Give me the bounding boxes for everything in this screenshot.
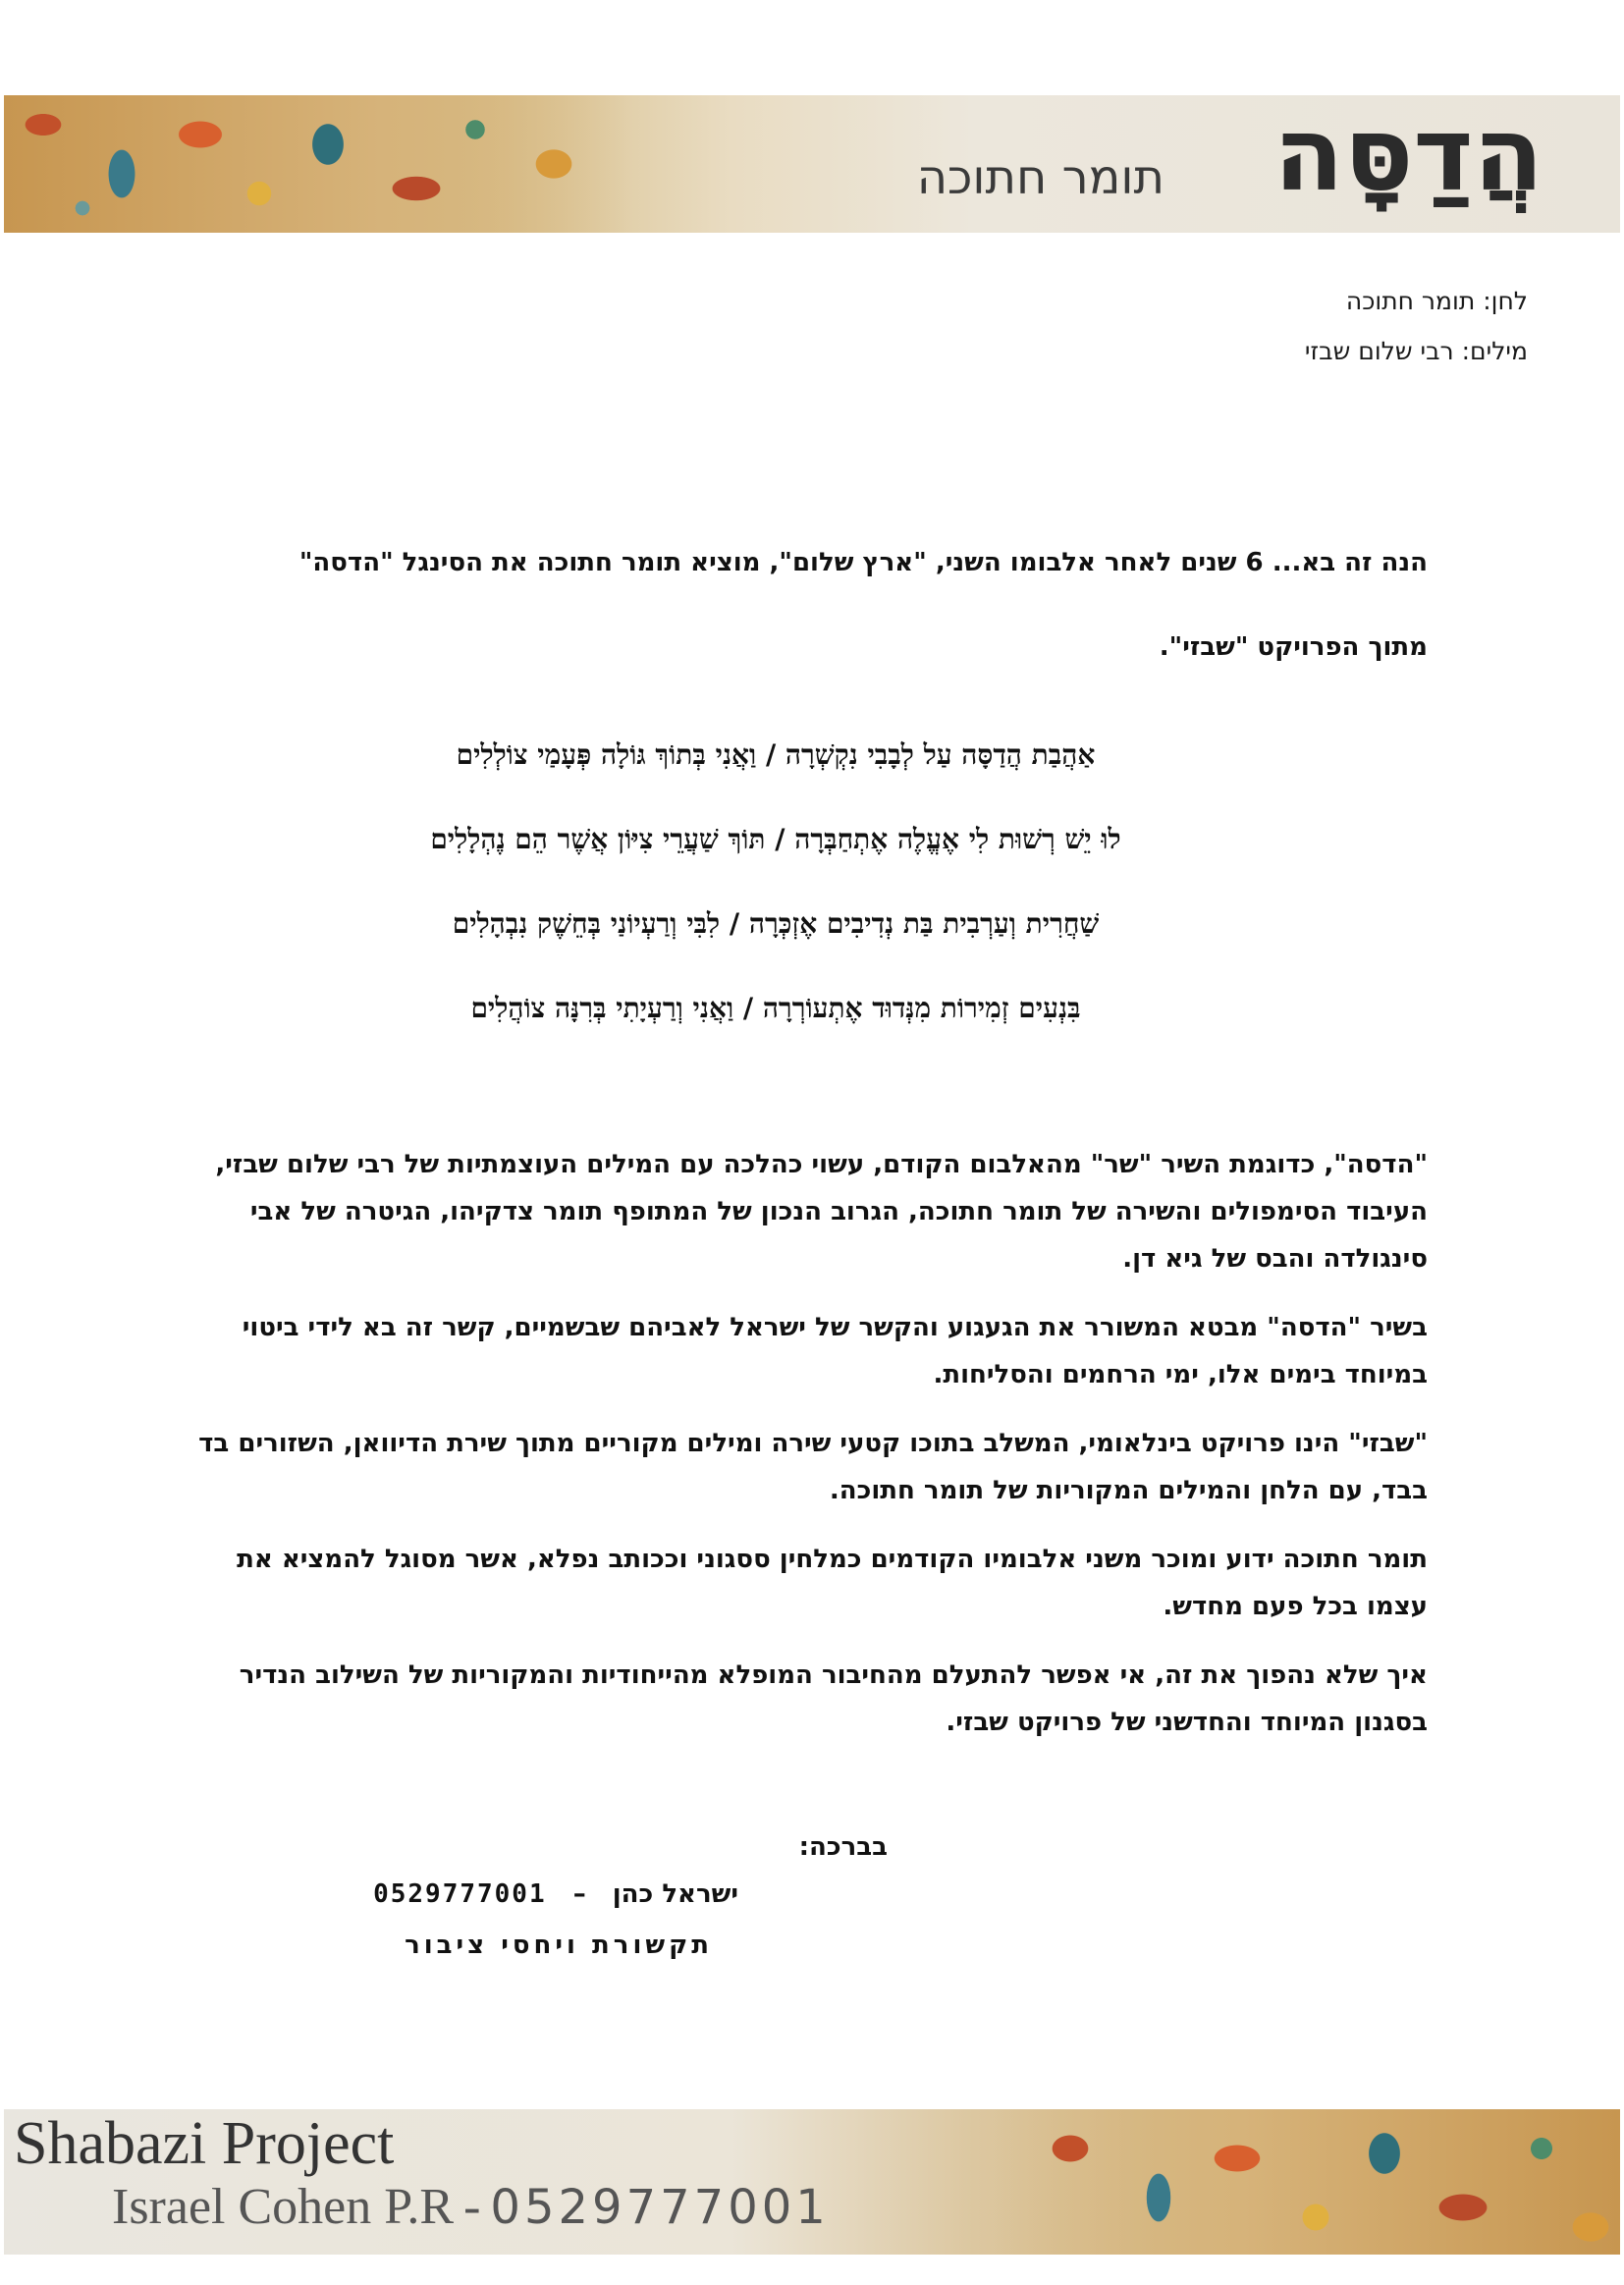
- lyric-line: אַהֲבַת הֲדַסָּה עַל לְבָבִי נִקְשְׁרָה / וַאֲנִי בְּתוֹךְ גּוֹלָה פְּעָמַי צוֹלְלִים: [456, 738, 1096, 771]
- greeting: בברכה:: [798, 1832, 888, 1862]
- credits: [1305, 287, 1528, 387]
- footer-contact: [112, 2178, 830, 2236]
- footer-contact-name: Israel Cohen P.R: [112, 2179, 455, 2235]
- lyric-line: בִּנְעִים זְמִירוֹת מִנְּדוּד אֶתְעוֹרְרָה / וַאֲנִי וְרַעְיָתִי בְּרִנָּה צוֹהֲלִים: [470, 992, 1081, 1024]
- lyrics-credit: מילים: רבי שלום שבזי: [1304, 337, 1528, 365]
- press-release-body: [190, 1141, 1428, 1768]
- signature-block: [373, 1832, 888, 1982]
- footer-phone: 0529777001: [490, 2180, 830, 2235]
- contact-phone: 0529777001: [373, 1879, 547, 1909]
- intro-text: [190, 520, 1428, 689]
- ornament-pattern-image: [992, 2109, 1620, 2255]
- intro-line: מתוך הפרויקט "שבזי".: [1159, 632, 1428, 662]
- paragraph: בשיר "הדסה" מבטא המשורר את הגעגוע והקשר של ישראל לאביהם שבשמיים, קשר זה בא לידי ביטוי במיוחד בימים אלו, ימי הרחמים והסליחות.: [242, 1313, 1428, 1389]
- separator-dash: –: [572, 1879, 586, 1909]
- paragraph: איך שלא נהפוך את זה, אי אפשר להתעלם מהחיבור המופלא מהייחודיות והמקוריות של השילוב הנדיר בסגנון המיוחד והחדשני של פרויקט שבזי.: [239, 1660, 1428, 1737]
- song-title: הֲדַסָּה: [1273, 95, 1543, 214]
- footer-banner: [4, 2109, 1620, 2255]
- lyrics-block: [324, 738, 1227, 1076]
- artist-name: תומר חתוכה: [916, 150, 1164, 205]
- project-name: Shabazi Project: [14, 2110, 395, 2177]
- paragraph: "שבזי" הינו פרויקט בינלאומי, המשלב בתוכו קטעי שירה ומילים מקוריים מתוך שירת הדיוואן, השזורים בד בבד, עם הלחן והמילים המקוריות של תומר חתוכה.: [198, 1429, 1428, 1505]
- lyric-line: שַׁחֲרִית וְעַרְבִית בַּת נְדִיבִים אֶזְכְּרָה / לִבִּי וְרַעְיוֹנַי בְּחֵשֶׁק נִבְהָלִים: [452, 907, 1100, 940]
- music-credit: לחן: תומר חתוכה: [1345, 287, 1528, 315]
- separator-dash: -: [463, 2179, 481, 2235]
- header-banner: [4, 95, 1620, 233]
- contact-role: תקשורת ויחסי ציבור: [405, 1931, 713, 1960]
- contact-line: [373, 1879, 738, 1909]
- lyric-line: לוּ יֵשׁ רְשׁוּת לִי אֶעֱלֶה אֶתְחַבְּרָה / תּוֹךְ שַׁעֲרֵי צִיּוֹן אֲשֶׁר הֵם נֶהְלָלִים: [430, 823, 1121, 855]
- contact-name: ישראל כהן: [612, 1879, 738, 1909]
- paragraph: "הדסה", כדוגמת השיר "שר" מהאלבום הקודם, עשוי כהלכה עם המילים העוצמתיות של רבי שלום שבזי, העיבוד הסימפולים והשירה של תומר חתוכה, הגרוב הנכון של המתופף תומר צדקיהו, הגיטרה של אבי סינגולדה והבס של גיא דן.: [215, 1150, 1428, 1274]
- ornament-pattern-image: [4, 95, 632, 233]
- paragraph: תומר חתוכה ידוע ומוכר משני אלבומיו הקודמים כמלחין ססגוני וככותב נפלא, אשר מסוגל להמציא את עצמו בכל פעם מחדש.: [237, 1545, 1428, 1621]
- intro-line: הנה זה בא... 6 שנים לאחר אלבומו השני, "ארץ שלום", מוציא תומר חתוכה את הסינגל "הדסה": [298, 548, 1428, 577]
